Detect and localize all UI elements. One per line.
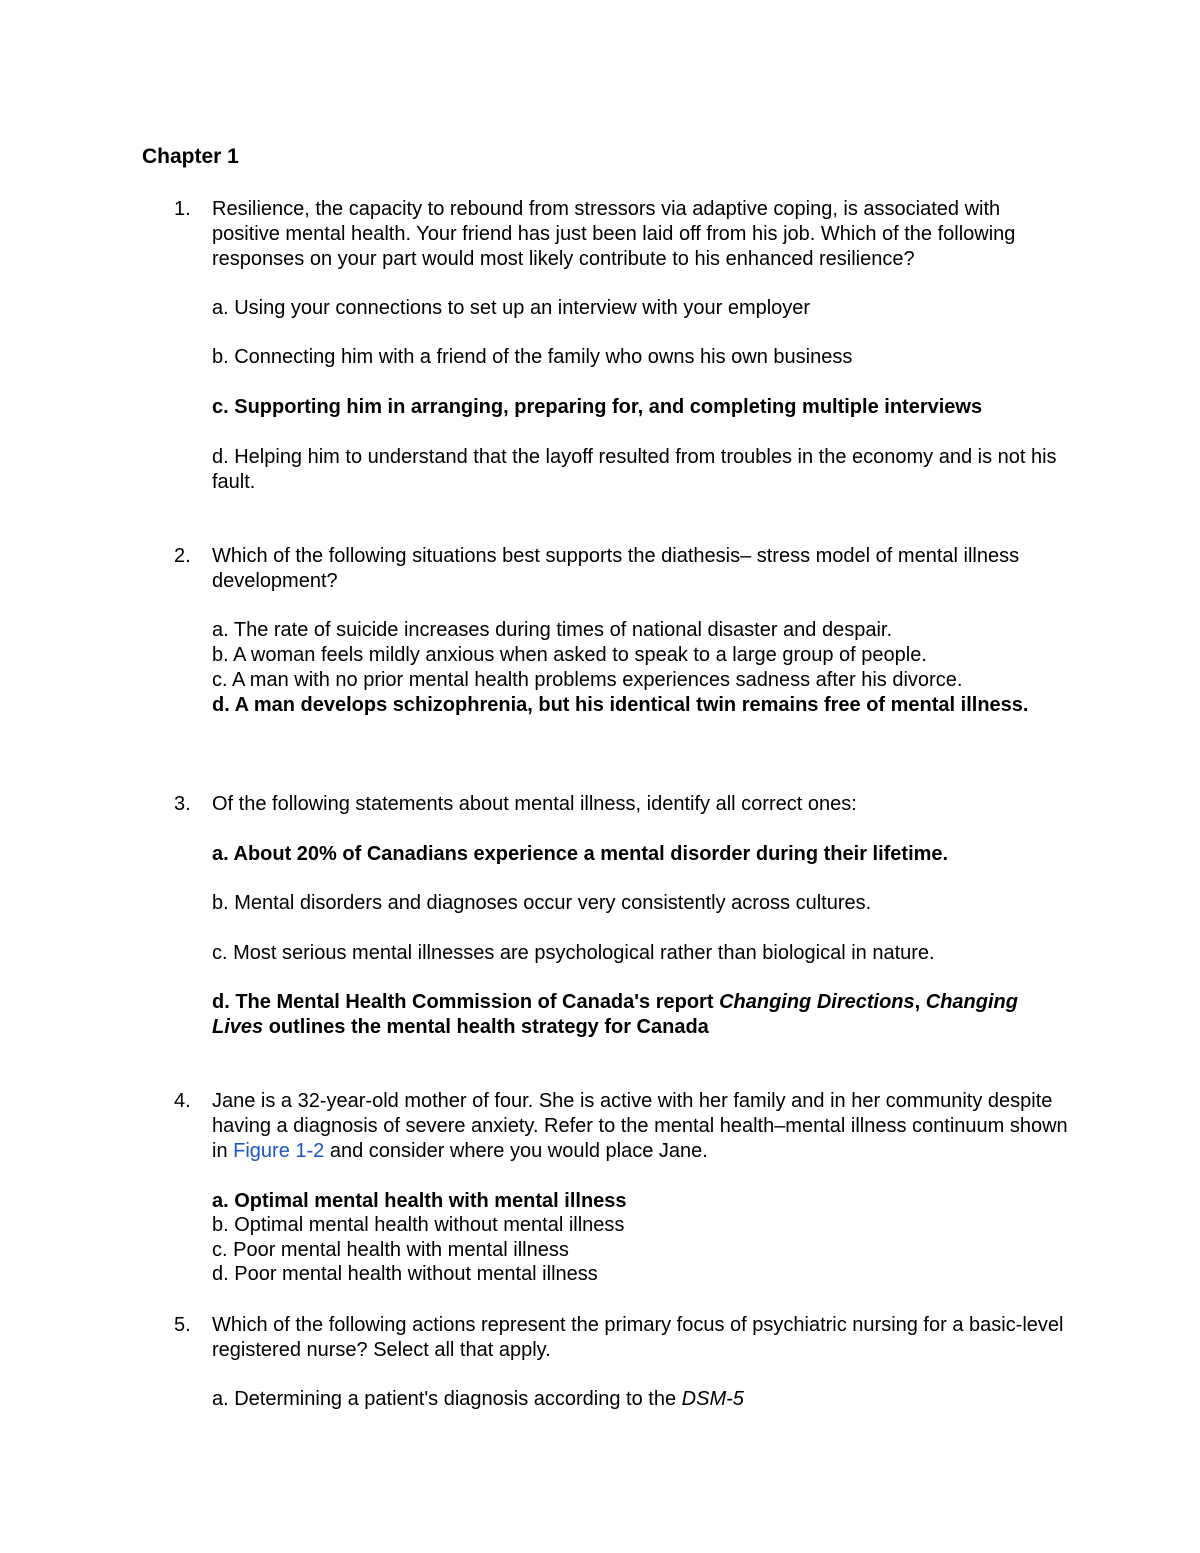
question-number: 5. bbox=[174, 1314, 191, 1336]
option-1b: b. Connecting him with a friend of the family who owns his own business bbox=[212, 346, 853, 368]
option-1a: a. Using your connections to set up an interview with your employer bbox=[212, 297, 811, 319]
option-3b: b. Mental disorders and diagnoses occur very consistently across cultures. bbox=[212, 892, 872, 914]
question-number: 4. bbox=[174, 1090, 191, 1112]
question-stem: Which of the following situations best supports the diathesis– stress model of mental illness development? bbox=[212, 545, 1020, 592]
stem-text: Jane is a 32-year-old mother of four. She is active with her family and in her community despite having a diagnosis of severe anxiety. Refer to the mental health–mental illness continuum shown in bbox=[212, 1090, 1068, 1162]
chapter-title: Chapter 1 bbox=[142, 145, 239, 168]
manual-title: DSM-5 bbox=[681, 1388, 744, 1410]
option-4b: b. Optimal mental health without mental illness bbox=[212, 1214, 625, 1236]
figure-link[interactable]: Figure 1-2 bbox=[233, 1140, 325, 1162]
question-number: 1. bbox=[174, 198, 191, 220]
option-3d-correct bbox=[212, 990, 1072, 1040]
option-4a-correct: a. Optimal mental health with mental illness bbox=[212, 1190, 627, 1212]
option-1d: d. Helping him to understand that the layoff resulted from troubles in the economy and is not his fault. bbox=[212, 446, 1057, 493]
option-4d: d. Poor mental health without mental illness bbox=[212, 1263, 598, 1285]
option-5a bbox=[212, 1387, 1072, 1412]
question-stem bbox=[212, 1089, 1072, 1164]
option-1c-correct: c. Supporting him in arranging, preparing for, and completing multiple interviews bbox=[212, 396, 983, 418]
question-number: 2. bbox=[174, 545, 191, 567]
question-stem: Resilience, the capacity to rebound from stressors via adaptive coping, is associated with positive mental health. Your friend has just been laid off from his job. Which of the following responses on your part would most likely contribute to his enhanced resilience? bbox=[212, 198, 1016, 270]
option-text: outlines the mental health strategy for Canada bbox=[263, 1016, 709, 1038]
report-title-part-1: Changing Directions bbox=[719, 991, 915, 1013]
option-text: , bbox=[914, 991, 926, 1013]
option-3c: c. Most serious mental illnesses are psychological rather than biological in nature. bbox=[212, 942, 935, 964]
option-3a-correct: a. About 20% of Canadians experience a mental disorder during their lifetime. bbox=[212, 843, 949, 865]
question-stem: Of the following statements about mental illness, identify all correct ones: bbox=[212, 793, 857, 815]
option-text: a. Determining a patient's diagnosis according to the bbox=[212, 1388, 682, 1410]
stem-text: and consider where you would place Jane. bbox=[324, 1140, 708, 1162]
option-2d-correct: d. A man develops schizophrenia, but his identical twin remains free of mental illness. bbox=[212, 694, 1029, 716]
option-text: d. The Mental Health Commission of Canada's report bbox=[212, 991, 720, 1013]
question-number: 3. bbox=[174, 793, 191, 815]
option-2b: b. A woman feels mildly anxious when asked to speak to a large group of people. bbox=[212, 644, 927, 666]
question-stem: Which of the following actions represent the primary focus of psychiatric nursing for a basic-level registered nurse? Select all that apply. bbox=[212, 1314, 1064, 1361]
report-title-part-2: Changing Lives bbox=[212, 991, 1018, 1038]
option-2a: a. The rate of suicide increases during times of national disaster and despair. bbox=[212, 619, 893, 641]
option-4c: c. Poor mental health with mental illness bbox=[212, 1239, 569, 1261]
option-2c: c. A man with no prior mental health problems experiences sadness after his divorce. bbox=[212, 669, 963, 691]
